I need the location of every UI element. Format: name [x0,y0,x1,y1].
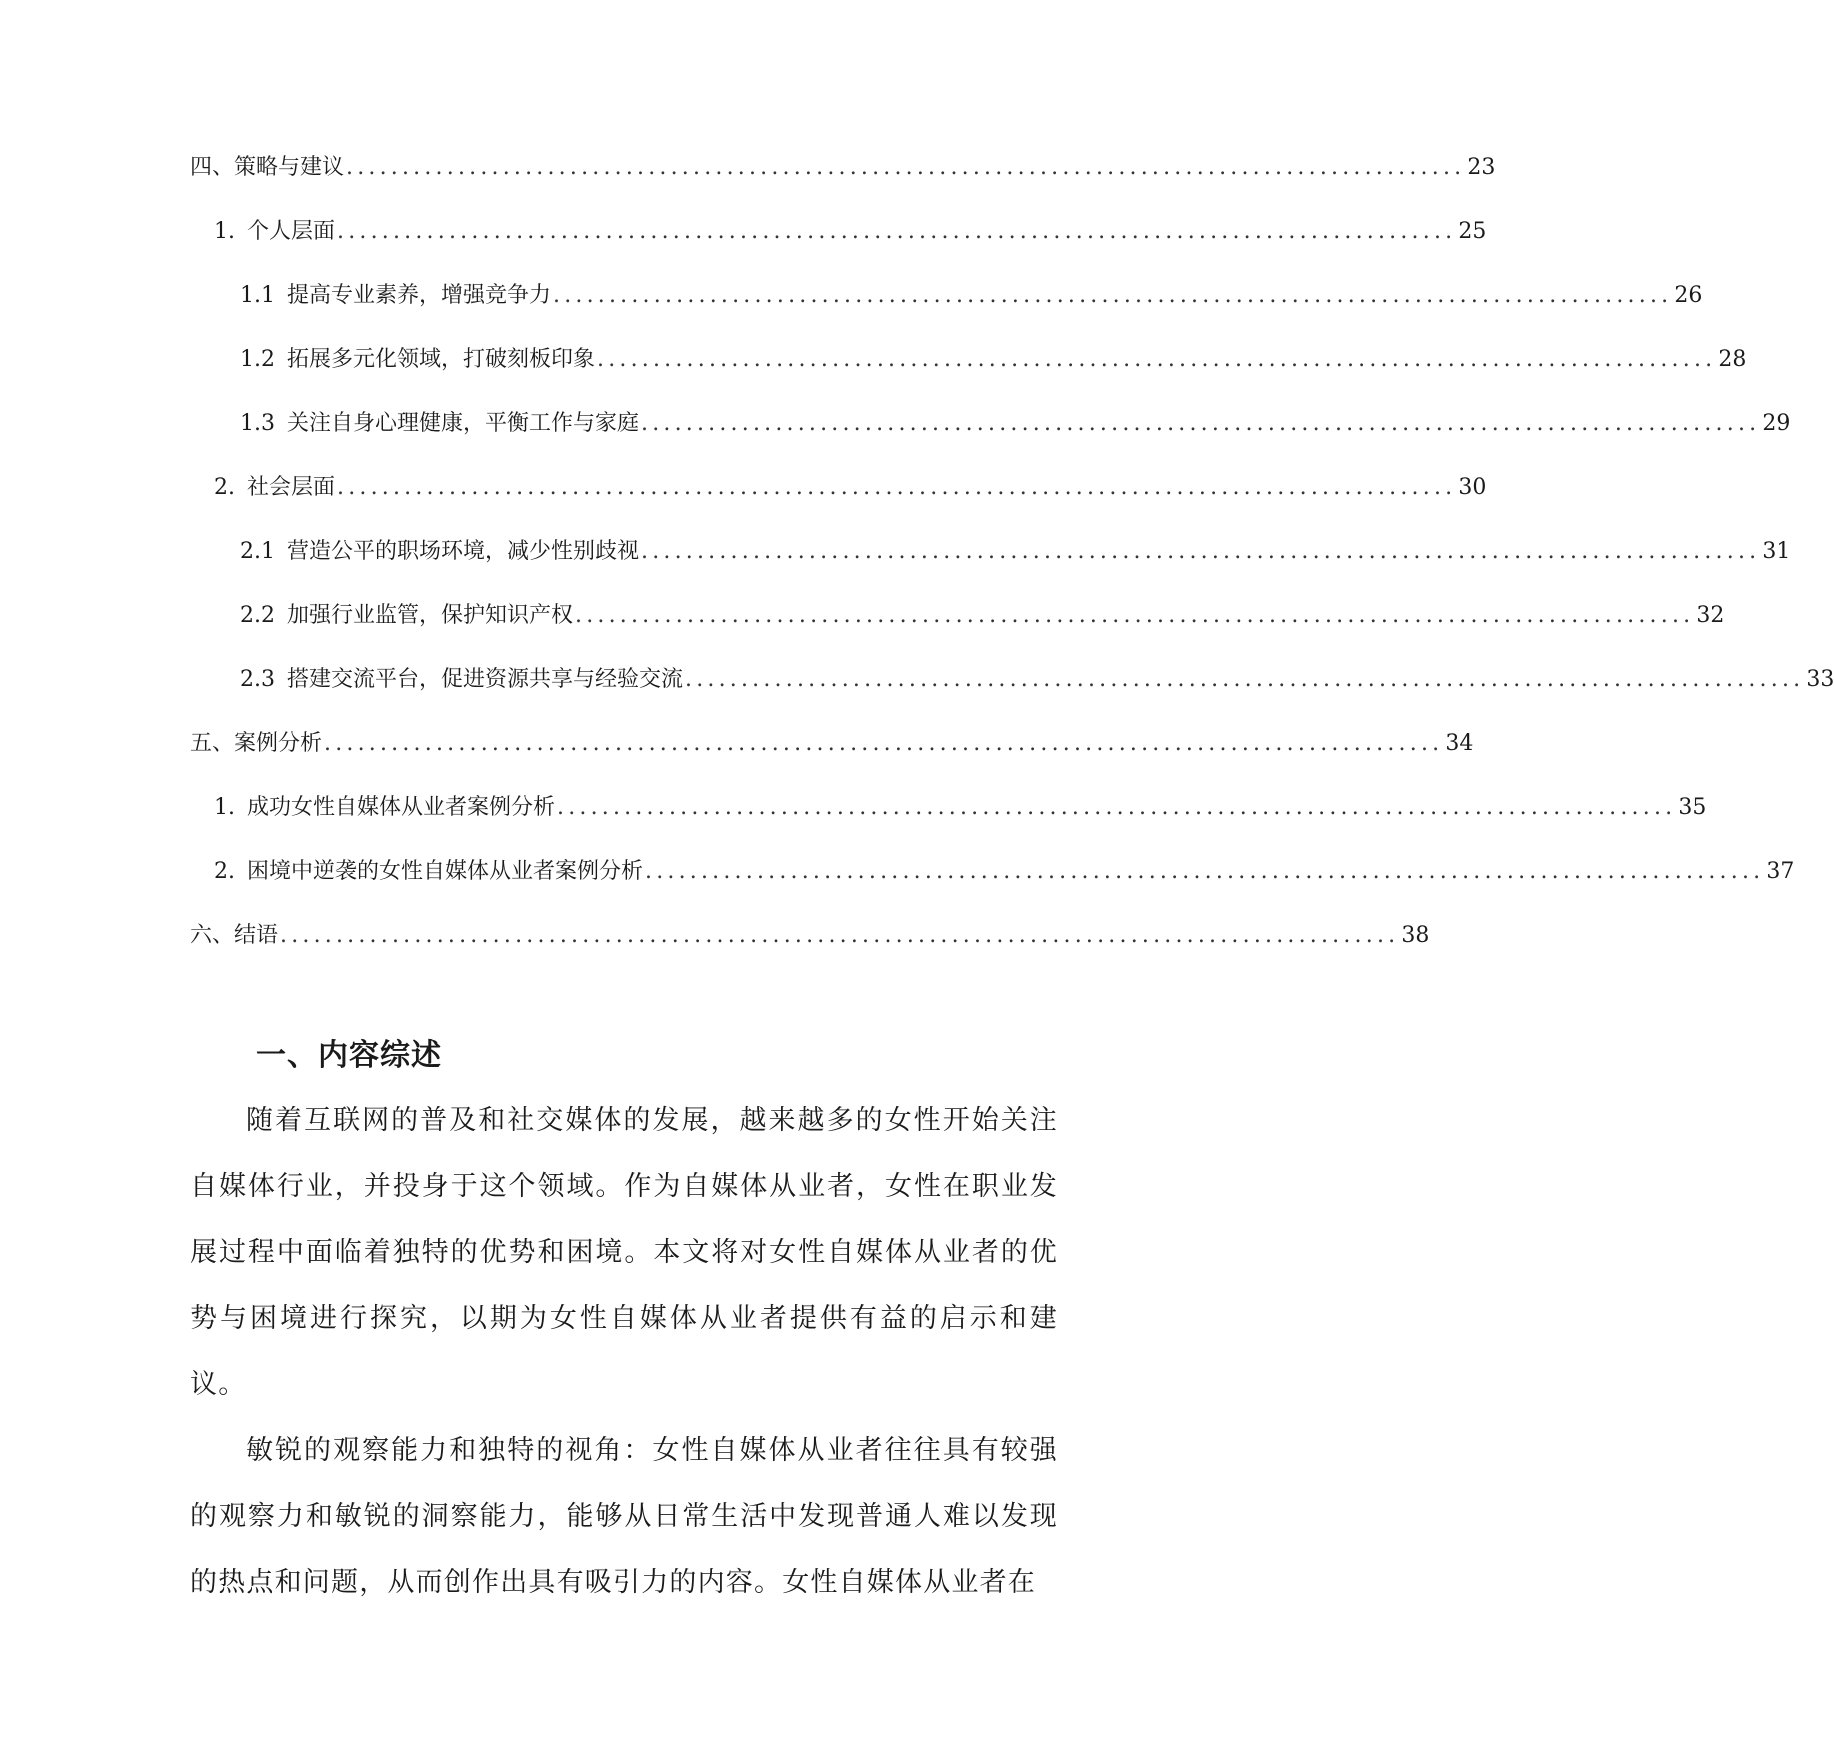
toc-entry-number: 2.1 [240,539,275,564]
toc-entry-label: 搭建交流平台，促进资源共享与经验交流 [287,667,684,692]
toc-entry-page: 38 [1401,923,1430,948]
toc-leader-dots: .................................................................................................... [645,859,1765,884]
toc-entry-number: 1.2 [240,347,275,372]
toc-entry[interactable] [214,470,1487,506]
toc-entry[interactable] [240,534,1791,570]
toc-entry[interactable] [240,662,1834,698]
toc-entry-number: 1. [214,219,235,244]
toc-leader-dots: .................................................................................................... [337,219,1457,244]
toc-entry-page: 30 [1458,475,1487,500]
body-paragraph: 随着互联网的普及和社交媒体的发展，越来越多的女性开始关注自媒体行业，并投身于这个领域。作为自媒体从业者，女性在职业发展过程中面临着独特的优势和困境。本文将对女性自媒体从业者的优势与困境进行探究，以期为女性自媒体从业者提供有益的启示和建议。 [190,1105,1058,1400]
toc-entry[interactable] [240,406,1791,442]
toc-entry-number: 2. [214,859,235,884]
section-body [190,1088,1058,1616]
toc-leader-dots: .................................................................................................... [280,923,1400,948]
toc-entry-label: 个人层面 [247,219,336,244]
toc-entry-label: 关注自身心理健康，平衡工作与家庭 [287,411,640,436]
toc-entry[interactable] [240,342,1747,378]
toc-entry[interactable] [190,726,1474,762]
toc-entry-page: 28 [1718,347,1747,372]
toc-entry-page: 25 [1458,219,1487,244]
toc-entry-label: 提高专业素养，增强竞争力 [287,283,552,308]
toc-leader-dots: .................................................................................................... [641,411,1761,436]
toc-leader-dots: .................................................................................................... [337,475,1457,500]
toc-entry-page: 35 [1678,795,1707,820]
toc-entry[interactable] [214,790,1707,826]
toc-entry-page: 29 [1762,411,1791,436]
toc-entry-label: 四、策略与建议 [190,155,345,180]
toc-entry-page: 26 [1674,283,1703,308]
toc-leader-dots: .................................................................................................... [597,347,1717,372]
toc-leader-dots: .................................................................................................... [324,731,1444,756]
toc-entry-number: 2.2 [240,603,275,628]
toc-entry-page: 31 [1762,539,1791,564]
toc-entry-page: 33 [1806,667,1834,692]
toc-entry-label: 困境中逆袭的女性自媒体从业者案例分析 [247,859,644,884]
toc-entry-number: 2.3 [240,667,275,692]
toc-leader-dots: .................................................................................................... [575,603,1695,628]
toc-entry-number: 2. [214,475,235,500]
toc-entry-label: 五、案例分析 [190,731,323,756]
toc-entry-page: 23 [1467,155,1496,180]
toc-leader-dots: .................................................................................................... [641,539,1761,564]
toc-entry[interactable] [190,918,1430,954]
toc-leader-dots: .................................................................................................... [553,283,1673,308]
toc-entry-label: 营造公平的职场环境，减少性别歧视 [287,539,640,564]
section-heading: 一、内容综述 [256,1038,442,1073]
toc-entry[interactable] [214,214,1487,250]
toc-entry[interactable] [190,150,1496,186]
toc-leader-dots: .................................................................................................... [685,667,1805,692]
toc-leader-dots: .................................................................................................... [346,155,1466,180]
toc-entry-label: 六、结语 [190,923,279,948]
toc-entry-page: 37 [1766,859,1795,884]
toc-entry-label: 成功女性自媒体从业者案例分析 [247,795,556,820]
toc-entry[interactable] [240,598,1725,634]
toc-entry[interactable] [214,854,1795,890]
toc-entry-page: 32 [1696,603,1725,628]
toc-entry-label: 拓展多元化领域，打破刻板印象 [287,347,596,372]
body-paragraph: 敏锐的观察能力和独特的视角：女性自媒体从业者往往具有较强的观察力和敏锐的洞察能力，能够从日常生活中发现普通人难以发现的热点和问题，从而创作出具有吸引力的内容。女性自媒体从业者在 [190,1435,1058,1598]
toc-entry-page: 34 [1445,731,1474,756]
toc-entry-number: 1.3 [240,411,275,436]
toc-leader-dots: .................................................................................................... [557,795,1677,820]
toc-entry[interactable] [240,278,1703,314]
toc-entry-number: 1. [214,795,235,820]
toc-entry-label: 加强行业监管，保护知识产权 [287,603,574,628]
toc-entry-label: 社会层面 [247,475,336,500]
toc-entry-number: 1.1 [240,283,275,308]
